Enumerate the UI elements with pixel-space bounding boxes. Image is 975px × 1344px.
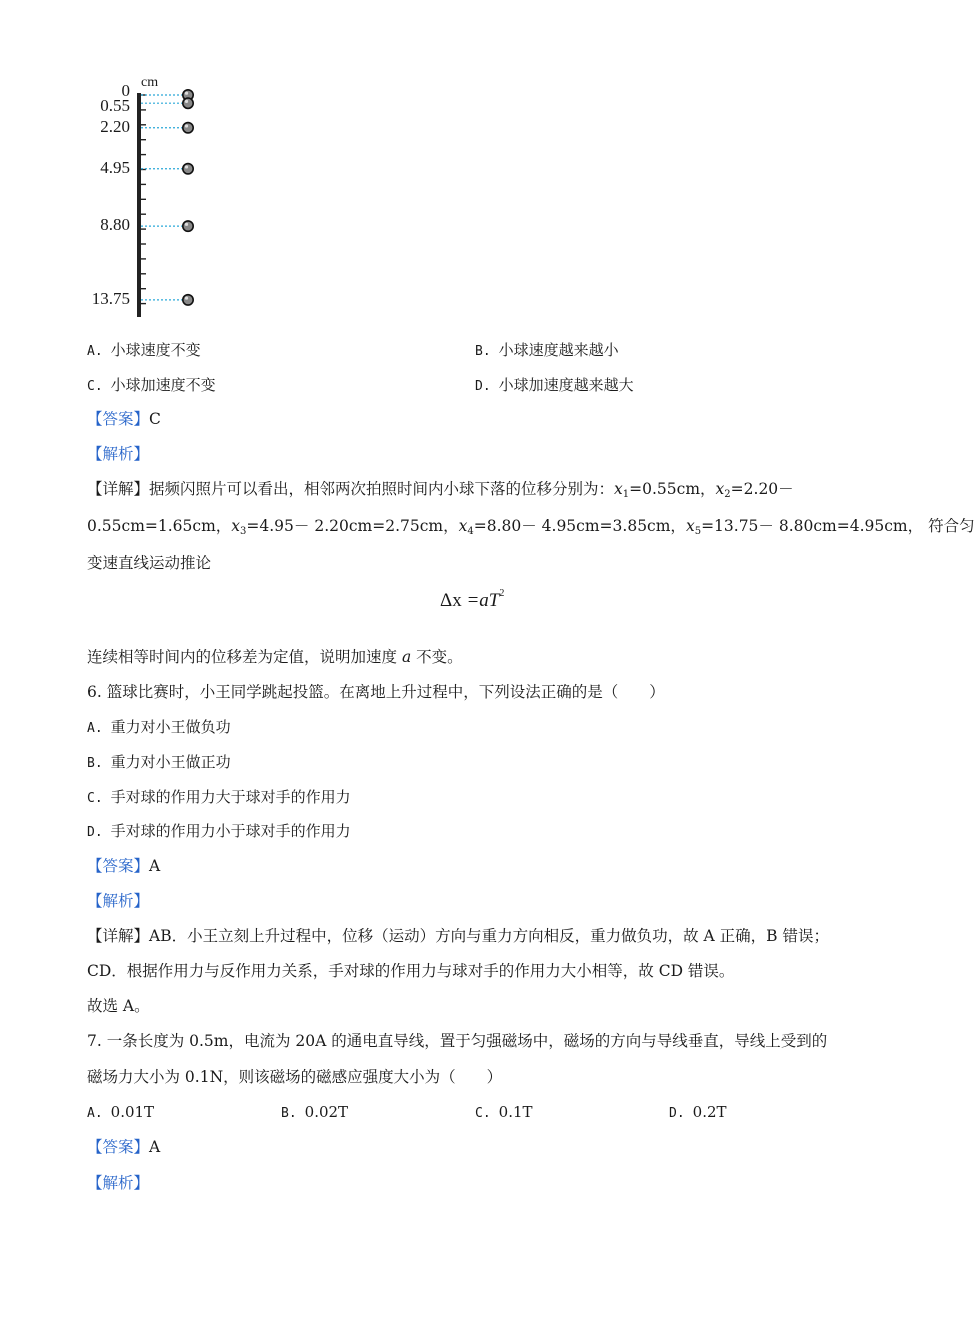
q5-conclusion: 连续相等时间内的位移差为定值，说明加速度 a 不变。 bbox=[87, 648, 463, 666]
ball-highlight bbox=[185, 92, 188, 95]
q6-option-a[interactable]: A. 重力对小王做负功 bbox=[87, 718, 231, 736]
ball-highlight bbox=[185, 296, 188, 299]
ball-position bbox=[183, 98, 193, 108]
q7-stem-line1: 7. 一条长度为 0.5m，电流为 20A 的通电直导线，置于匀强磁场中，磁场的方向与导线垂直，导线上受到的 bbox=[87, 1032, 828, 1050]
q5-option-c[interactable]: C. 小球加速度不变 bbox=[87, 376, 216, 394]
q5-option-a[interactable]: A. 小球速度不变 bbox=[87, 341, 201, 359]
ball-position bbox=[183, 221, 193, 231]
q6-option-b[interactable]: B. 重力对小王做正功 bbox=[87, 753, 231, 771]
q5-answer: 【答案】C bbox=[87, 410, 161, 428]
ball-highlight bbox=[185, 124, 188, 127]
q5-detail-line1: 【详解】据频闪照片可以看出，相邻两次拍照时间内小球下落的位移分别为：$x_1=0.55cm$，$x_2=2.20-$ bbox=[87, 480, 794, 500]
q6-analysis-tag: 【解析】 bbox=[87, 892, 150, 910]
ball-position bbox=[183, 123, 193, 133]
ball-position bbox=[183, 164, 193, 174]
ball-highlight bbox=[185, 165, 188, 168]
q7-option-b[interactable]: B. 0.02T bbox=[281, 1103, 349, 1121]
q6-answer: 【答案】A bbox=[87, 857, 161, 875]
ruler bbox=[137, 90, 193, 317]
freefall-figure bbox=[85, 75, 215, 325]
unit-label: cm bbox=[141, 75, 159, 90]
q5-formula: $\Delta x =aT^2$ bbox=[440, 588, 505, 611]
q6-detail-line3: 故选 A。 bbox=[87, 997, 150, 1015]
q5-detail-line2: 0.55cm=1.65cm，$x_3=4.95- 2.20cm=2.75cm$，$x_4=8.80- 4.95cm=3.85cm$，$x_5=13.75- 8.80cm=4.95cm$， 符合匀 bbox=[87, 517, 975, 537]
ruler-label: 2.20 bbox=[100, 116, 130, 136]
q7-analysis-tag: 【解析】 bbox=[87, 1174, 150, 1192]
q6-detail-line1: 【详解】AB．小王立刻上升过程中，位移（运动）方向与重力方向相反，重力做负功，故 A 正确，B 错误； bbox=[87, 927, 829, 945]
q5-option-b[interactable]: B. 小球速度越来越小 bbox=[475, 341, 619, 359]
q7-stem-line2: 磁场力大小为 0.1N，则该磁场的磁感应强度大小为（ ） bbox=[87, 1068, 503, 1086]
q6-stem: 6. 篮球比赛时，小王同学跳起投篮。在离地上升过程中，下列设法正确的是（ ） bbox=[87, 683, 665, 701]
ball-highlight bbox=[185, 100, 188, 103]
ball-position bbox=[183, 295, 193, 305]
q7-option-a[interactable]: A. 0.01T bbox=[87, 1103, 155, 1121]
q5-analysis-tag: 【解析】 bbox=[87, 445, 150, 463]
q7-option-c[interactable]: C. 0.1T bbox=[475, 1103, 533, 1121]
ruler-label: 13.75 bbox=[91, 288, 130, 308]
ruler-label: 0.55 bbox=[100, 96, 130, 116]
q6-option-c[interactable]: C. 手对球的作用力大于球对手的作用力 bbox=[87, 788, 351, 806]
ball-highlight bbox=[185, 223, 188, 226]
q7-option-d[interactable]: D. 0.2T bbox=[669, 1103, 727, 1121]
ruler-label: 8.80 bbox=[100, 215, 130, 235]
q6-option-d[interactable]: D. 手对球的作用力小于球对手的作用力 bbox=[87, 822, 351, 840]
ruler-label: 4.95 bbox=[100, 157, 130, 177]
q6-detail-line2: CD．根据作用力与反作用力关系，手对球的作用力与球对手的作用力大小相等，故 CD 错误。 bbox=[87, 962, 735, 980]
ruler-bar bbox=[137, 93, 141, 317]
ruler-label: 0 bbox=[121, 81, 130, 100]
q5-option-d[interactable]: D. 小球加速度越来越大 bbox=[475, 376, 634, 394]
q5-detail-line3: 变速直线运动推论 bbox=[87, 554, 212, 572]
q7-answer: 【答案】A bbox=[87, 1138, 161, 1156]
